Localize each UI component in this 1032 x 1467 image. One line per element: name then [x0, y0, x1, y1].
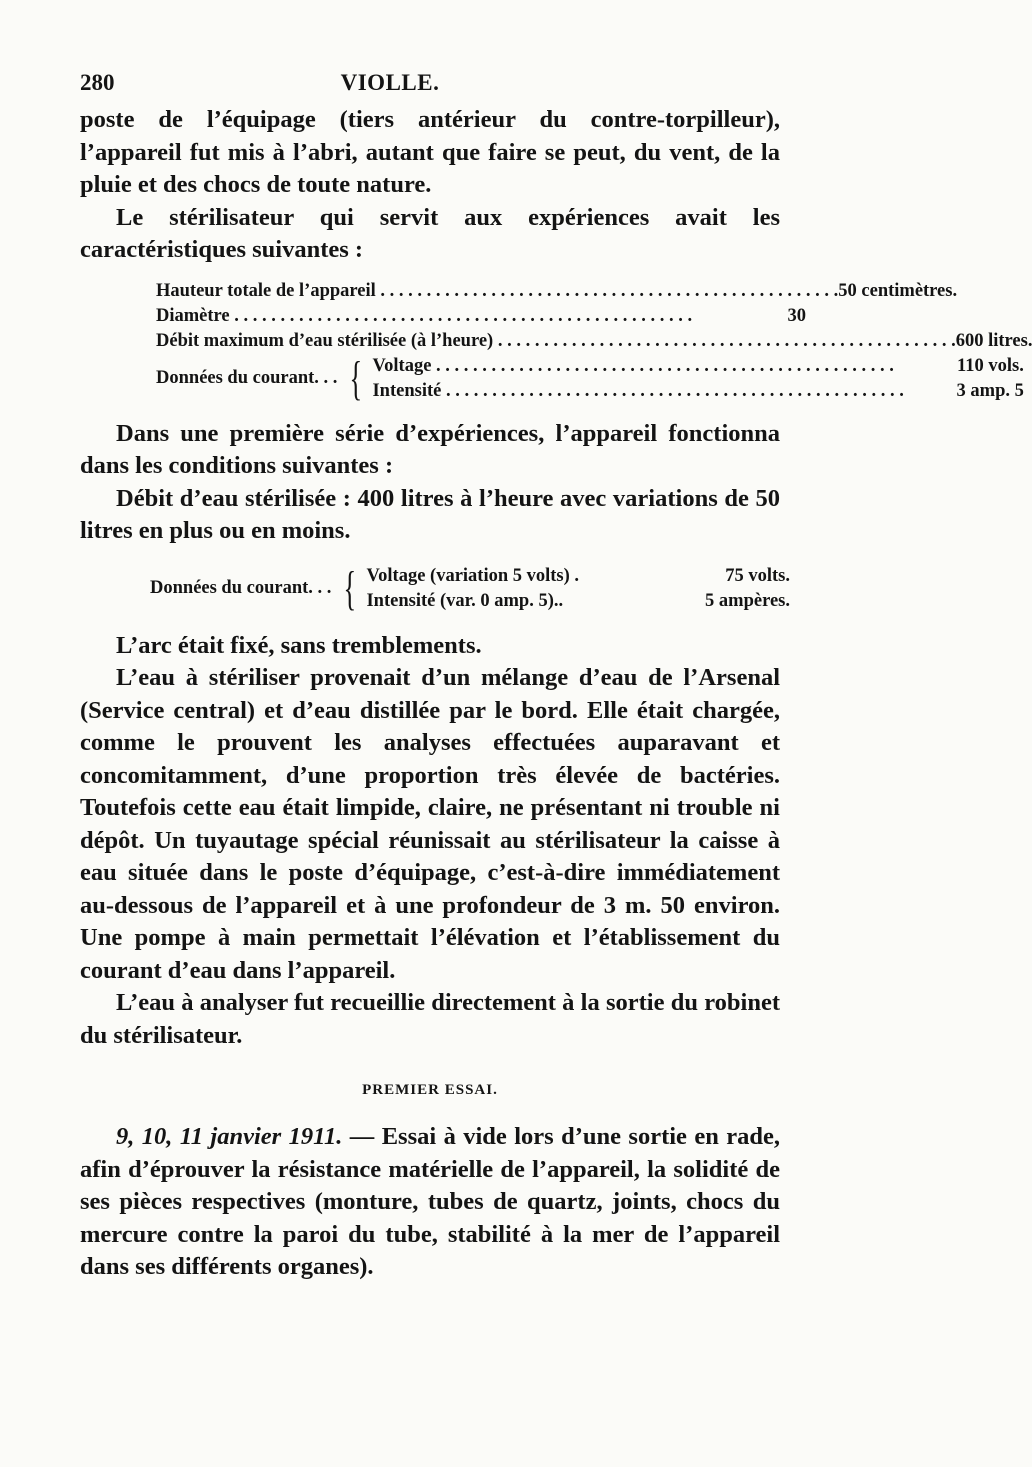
spec-label: Hauteur totale de l’appareil . . . — [156, 279, 838, 304]
running-title: VIOLLE. — [340, 70, 440, 95]
spec-label: Intensité . . . — [372, 379, 903, 404]
courant-items — [372, 354, 1023, 404]
document-page — [80, 70, 1032, 1284]
paragraph-6: L’eau à stériliser provenait d’un mélange d’eau de l’Arsenal (Service central) et d’eau distillée par le bord. Elle était chargée, comme le prouvent les analyses effectuées auparavant et concomitamment, d’une proportion très élevée de bactéries. Toutefois cette eau était limpide, claire, ne présentant ni trouble ni dépôt. Un tuyautage spécial réunissait au stérilisateur la caisse à eau située dans le poste d’équipage, c’est-à-dire immédiatement au-dessous de l’appareil et à une profondeur de 3 m. 50 environ. Une pompe à main permettait l’élévation et l’établissement du courant d’eau dans l’appareil. — [80, 664, 780, 984]
courant-label: Données du courant. . . — [156, 368, 338, 388]
spec-value: 110 vols. — [957, 355, 1024, 376]
spec-row — [372, 354, 1023, 379]
courant-table-2 — [150, 561, 790, 615]
spec-value: 50 centimètres. — [838, 280, 958, 301]
spec-value: 3 amp. 5 — [956, 380, 1024, 401]
courant-label: Données du courant. . . — [150, 578, 332, 598]
paragraph-2: Le stérilisateur qui servit aux expériences avait les caractéristiques suivantes : — [80, 203, 780, 263]
brace-glyph: { — [349, 351, 363, 405]
spec-row — [156, 279, 958, 304]
essai-date: 9, 10, 11 janvier 1911. — [116, 1123, 343, 1150]
spec-value: 5 ampères. — [705, 590, 790, 611]
spec-label: Débit maximum d’eau stérilisée (à l’heure) . . . — [156, 329, 956, 354]
paragraph-5: L’arc était fixé, sans tremblements. — [116, 631, 482, 659]
section-title: PREMIER ESSAI. — [362, 1082, 498, 1098]
page-header — [80, 70, 780, 96]
courant-group — [156, 351, 1024, 405]
courant-items — [366, 564, 790, 614]
spec-label: Intensité (var. 0 amp. 5).. — [366, 590, 564, 611]
spec-row — [372, 379, 1023, 404]
page-number: 280 — [80, 70, 115, 95]
section-paragraph — [80, 1121, 780, 1284]
spec-value: 600 litres. — [955, 330, 1032, 351]
paragraph-7: L’eau à analyser fut recueillie directement à la sortie du robinet du stérilisateur. — [80, 989, 780, 1049]
spec-row — [366, 589, 790, 614]
spec-value: 75 volts. — [725, 565, 790, 586]
spec-label: Diamètre . . . — [156, 304, 692, 329]
spec-row — [156, 304, 806, 329]
brace-glyph: { — [343, 561, 357, 615]
essai-text: — Essai à vide lors d’une sortie en rade, afin d’éprouver la résistance matérielle de l’appareil, la solidité de ses pièces respectives (monture, tubes de quartz, joints, chocs du mercure contre la paroi du tube, stabilité à la mer de l’appareil dans ses différents organes). — [80, 1123, 780, 1280]
paragraph-3: Dans une première série d’expériences, l’appareil fonctionna dans les conditions suivantes : — [80, 419, 780, 479]
spec-row — [366, 564, 790, 589]
specs-table — [156, 279, 1032, 405]
spec-value: 30 — [787, 305, 806, 326]
spec-label: Voltage . . . — [372, 354, 903, 379]
spec-row — [156, 329, 1032, 354]
paragraph-4: Débit d’eau stérilisée : 400 litres à l’heure avec variations de 50 litres en plus ou en moins. — [80, 484, 780, 544]
paragraph-1: poste de l’équipage (tiers antérieur du contre-torpilleur), l’appareil fut mis à l’abri, autant que faire se peut, du vent, de la pluie et des chocs de toute nature. — [80, 106, 780, 198]
spec-label: Voltage (variation 5 volts) . — [366, 565, 580, 586]
courant-group — [150, 561, 790, 615]
